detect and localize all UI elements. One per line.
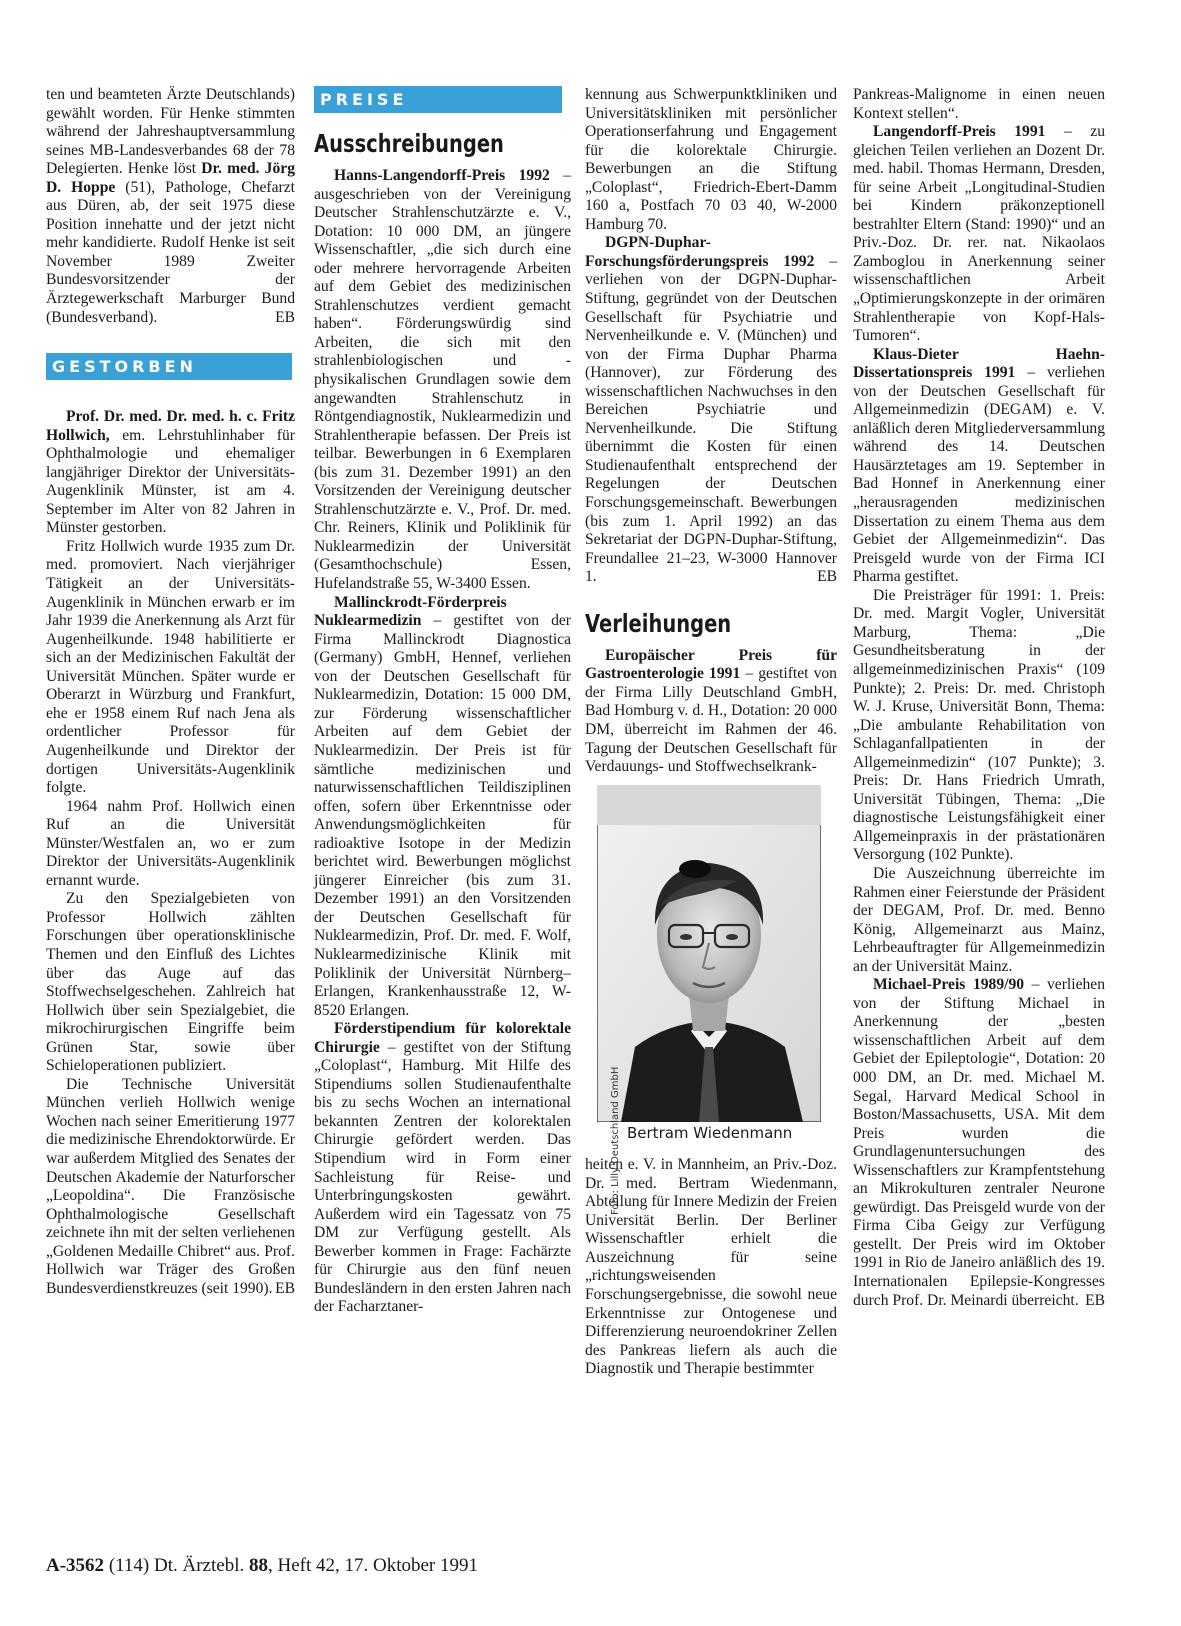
prize-entry: Langendorff-Preis 1991 – zu gleichen Teilen verliehen an Dozent Dr. med. habil. Thomas Hermann, Dresden, für seine Arbeit „Longitudinal-Studien bei Kindern präkonzeptionell bestrahlter Eltern (Stand: 1990)“ und an Priv.-Doz. Dr. rer. nat. Nikaolaos Zamboglou in Anerkennung seiner wissenschaftlichen Arbeit „Optimierungskonzepte in der orimären Strahlentherapie von Kopf-Hals-Tumoren“. bbox=[853, 123, 1105, 345]
obituary-paragraph: Fritz Hollwich wurde 1935 zum Dr. med. promoviert. Nach vierjähriger Tätigkeit an der Universitäts-Augenklinik in München erwarb er im Jahr 1939 die Anerkennung als Arzt für Augenheilkunde. 1948 habilitierte er sich an der Medizinischen Fakultät der Universität München. Später wurde er Oberarzt in Würzburg und Frankfurt, ehe er 1958 einem Ruf nach Jena als ordentlicher Professor für Augenheilkunde und Direktor der dortigen Universitäts-Augenklinik folgte. bbox=[46, 537, 295, 797]
prize-entry: Mallinckrodt-Förderpreis Nuklearmedizin – gestiftet von der Firma Mallinckrodt Diagnostica (Germany) GmbH, Hennef, verliehen von der Deutschen Gesellschaft für Nuklearmedizin, Dotation: 15 000 DM, zur Förderung wissenschaftlicher Arbeiten auf dem Gebiet der Nuklearmedizin. Der Preis ist für sämtliche medizinischen und naturwissenschaftlichen Teildisziplinen offen, sofern über Erkenntnisse oder Anwendungsmöglichkeiten für radioaktive Isotope in der Medizin berichtet wird. Bewerbungen möglichst jüngerer Einreicher (bis zum 31. Dezember 1991) an den Vorsitzenden der Deutschen Gesellschaft für Nuklearmedizin, Prof. Dr. med. F. Wolf, Nuklearmedizinische Klinik mit Poliklinik der Universität Nürnberg–Erlangen, Krankenhausstraße 12, W-8520 Erlangen. bbox=[314, 593, 571, 1019]
page-number: A-3562 bbox=[46, 1555, 105, 1576]
author-sign: EB bbox=[275, 1279, 295, 1297]
obituary-paragraph: 1964 nahm Prof. Hollwich einen Ruf an die Universität Münster/Westfalen an, wo er zum Direktor der Universitäts-Augenklinik ernannt wurde. bbox=[46, 797, 295, 889]
prize-entry-continuation: kennung aus Schwerpunktkliniken und Universitätskliniken mit persönlicher Operationserfahrung und Engagement für die kolorektale Chirurgie. Bewerbungen an die Stiftung „Coloplast“, Friedrich-Ebert-Damm 160 a, Postfach 70 03 40, W-2000 Hamburg 70. bbox=[585, 86, 837, 233]
section-band-preise: PREISE bbox=[314, 86, 562, 113]
prize-entry-continuation: heiten e. V. in Mannheim, an Priv.-Doz. Dr. med. Bertram Wiedenmann, Abteilung für Innere Medizin der Freien Universität Berlin. Der Berliner Wissenschaftler erhielt die Auszeichnung für seine „richtungsweisenden Forschungsergebnisse, die sowohl neue Erkenntnisse zur Ontogenese und Differenzierung neuroendokriner Zellen des Pankreas liefern als auch die Diagnostik und Therapie bestimmter bbox=[585, 1156, 837, 1378]
prize-title: Förderstipendium für kolorektale Chirurgie bbox=[314, 1020, 571, 1056]
prize-entry: DGPN-Duphar-Forschungsförderungspreis 1992 – verliehen von der DGPN-Duphar-Stiftung, gegründet von der Deutschen Gesellschaft für Psychiatrie und Nervenheilkunde e. V. (München) und von der Firma Duphar Pharma (Hannover), zur Förderung des wissenschaftlichen Nachwuchses in den Bereichen Psychiatrie und Nervenheilkunde. Die Stiftung übernimmt die Kosten für einen Studienaufenthalt entsprechend der Regelungen der Deutschen Forschungsgemeinschaft. Bewerbungen (bis zum 1. April 1992) an das Sekretariat der DGPN-Duphar-Stiftung, Freundallee 21–23, W-3000 Hannover 1. EB bbox=[585, 234, 837, 586]
section-band-gestorben: GESTORBEN bbox=[46, 353, 292, 380]
prize-title: Europäischer Preis für Gastroenterologie 1991 bbox=[585, 646, 837, 683]
author-sign: EB bbox=[275, 308, 295, 326]
prize-title: Michael-Preis 1989/90 bbox=[873, 976, 1025, 994]
heading-ausschreibungen: Ausschreibungen bbox=[314, 129, 504, 158]
issue-info: (114) Dt. Ärztebl. bbox=[104, 1555, 249, 1576]
volume-number: 88 bbox=[248, 1555, 268, 1576]
prize-entry: Klaus-Dieter Haehn-Dissertationspreis 1991 – verliehen von der Deutschen Gesellschaft für Allgemeinmedizin (DEGAM) e. V. anläßlich deren Mitgliederversammlung während des 14. Deutschen Hausärztetages am 19. September in Bad Honnef in Anerkennung einer „herausragenden medizinischen Dissertation zu einem Thema aus dem Gebiet der Allgemeinmedizin“. Das Preisgeld wurde von der Firma ICI Pharma gestiftet. bbox=[853, 345, 1105, 586]
prize-title: Mallinckrodt-Förderpreis Nuklearmedizin bbox=[314, 593, 507, 630]
obituary-name: Prof. Dr. med. Dr. med. h. c. Fritz Hollwich, bbox=[46, 408, 295, 444]
prize-entry-continuation: Pankreas-Malignome in einen neuen Kontext stellen“. bbox=[853, 86, 1105, 122]
obituary-paragraph: Zu den Spezialgebieten von Professor Hollwich zählten Forschungen über operationsklinische Themen und den Einfluß des Lichtes über das Auge auf das Stoffwechselgeschehen. Zahlreich hat Hollwich über sein Spezialgebiet, die mikrochirurgischen Eingriffe beim Grünen Star, sowie über Schieloperationen publiziert. bbox=[46, 890, 295, 1075]
prize-title: Langendorff-Preis 1991 bbox=[873, 123, 1046, 141]
author-sign: EB bbox=[817, 568, 837, 586]
prize-entry: Förderstipendium für kolorektale Chirurgie – gestiftet von der Stiftung „Coloplast“, Hamburg. Mit Hilfe des Stipendiums sollen Studienaufenthalte bis zu sechs Wochen an international bekannten Zentren der kolorektalen Chirurgie gefördert werden. Das Stipendium wird in Form einer Sachleistung für Reise- und Unterbringungskosten gewährt. Außerdem wird ein Tagessatz von 75 DM zur Verfügung gestellt. Als Bewerber kommen in Frage: Fachärzte für Chirurgie aus den fünf neuen Bundesländern in den ersten Jahren nach der Facharztaner- bbox=[314, 1020, 571, 1316]
column-3 bbox=[585, 86, 837, 1379]
photo-caption: Bertram Wiedenmann bbox=[627, 1123, 793, 1142]
prize-entry: Michael-Preis 1989/90 – verliehen von der Stiftung Michael in Anerkennung der „besten wissenschaftlichen Arbeit auf dem Gebiet der Epileptologie“, Dotation: 20 000 DM, an Dr. med. Michael M. Segal, Harvard Medical School in Boston/Massachusetts, USA. Mit dem Preis wurden die Grundlagenuntersuchungen des Wissenschaftlers zur Krampfentstehung an Mikrokulturen zentraler Neurone gewürdigt. Das Preisgeld wurde von der Firma Ciba Geigy zur Verfügung gestellt. Der Preis wird im Oktober 1991 in Rio de Janeiro anläßlich des 19. Internationalen Epilepsie-Kongresses durch Prof. Dr. Meinardi überreicht. EB bbox=[853, 976, 1106, 1309]
page-footer bbox=[46, 1555, 478, 1577]
column-2 bbox=[314, 86, 571, 1317]
article-continuation: ten und beamteten Ärzte Deutschlands) gewählt worden. Für Henke stimmten während der Jahreshauptversammlung seines MB-Landesverbandes 68 der 78 Delegierten. Henke löst Dr. med. Jörg D. Hoppe (51), Pathologe, Chefarzt aus Düren, ab, der seit 1975 diese Position innehatte und der jetzt nicht mehr kandidierte. Rudolf Henke ist seit November 1989 Zweiter Bundesvorsitzender der Ärztegewerkschaft Marburger Bund (Bundesverband). EB bbox=[46, 86, 295, 326]
issue-date: , Heft 42, 17. Oktober 1991 bbox=[267, 1555, 479, 1576]
portrait-image bbox=[597, 785, 821, 1122]
obituary-paragraph: Die Technische Universität München verlieh Hollwich wenige Wochen nach seiner Emeritierung 1977 die medizinische Ehrendoktorwürde. Er war außerdem Mitglied des Senates der Deutschen Akademie der Naturforscher „Leopoldina“. Die Französische Ophthalmologische Gesellschaft zeichnete ihn mit der selten verliehenen „Goldenen Medaille Chibret“ aus. Prof. Hollwich war Träger des Großen Bundesverdienstkreuzes (seit 1990). EB bbox=[46, 1075, 295, 1297]
prize-title: Klaus-Dieter Haehn-Dissertationspreis 1991 bbox=[853, 345, 1105, 382]
prize-entry: Europäischer Preis für Gastroenterologie 1991 – gestiftet von der Firma Lilly Deutschland GmbH, Bad Homburg v. d. H., Dotation: 20 000 DM, überreicht im Rahmen der 46. Tagung der Deutschen Gesellschaft für Verdauungs- und Stoffwechselkrank- bbox=[585, 646, 837, 776]
prize-paragraph: Die Auszeichnung überreichte im Rahmen einer Feierstunde der Präsident der DEGAM, Prof. Dr. med. Benno König, Allgemeinarzt aus Mainz, Lehrbeauftragter für Allgemeinmedizin an der Universität Mainz. bbox=[853, 864, 1105, 975]
prize-paragraph: Die Preisträger für 1991: 1. Preis: Dr. med. Margit Vogler, Universität Marburg, Thema: „Die Gesundheitsberatung in der allgemeinmedizinischen Praxis“ (109 Punkte); 2. Preis: Dr. med. Christoph W. J. Kruse, Universität Bonn, Thema: „Die ambulante Rehabilitation von Schlaganfallpatienten in der Allgemeinmedizin“ (107 Punkte); 3. Preis: Dr. Hans Friedrich Umrath, Universität Tübingen, Thema: „Die diagnostische Leistungsfähigkeit einer Allgemeinpraxis in der prästationären Versorgung (102 Punkte). bbox=[853, 586, 1105, 864]
prize-title: Hanns-Langendorff-Preis 1992 bbox=[334, 167, 550, 184]
photo-credit: Foto: Lilly Deutschland GmbH bbox=[610, 1066, 621, 1215]
obituary-paragraph: Prof. Dr. med. Dr. med. h. c. Fritz Hollwich, em. Lehrstuhlinhaber für Ophthalmologie und ehemaliger langjähriger Direktor der Universitäts-Augenklinik Münster, ist am 4. September im Alter von 82 Jahren in Münster gestorben. bbox=[46, 408, 295, 537]
column-4 bbox=[853, 86, 1105, 1310]
prize-title: DGPN-Duphar-Forschungsförderungspreis 1992 bbox=[585, 234, 815, 270]
prize-entry: Hanns-Langendorff-Preis 1992 – ausgeschrieben von der Vereinigung Deutscher Strahlenschutzärzte e. V., Dotation: 10 000 DM, an jüngere Wissenschaftler, „die sich durch eine oder mehrere hervorragende Arbeiten auf dem Gebiet des medizinischen Strahlenschutzes verdient gemacht haben“. Förderungswürdig sind Arbeiten, die sich mit den strahlenbiologischen und -physikalischen Grundlagen sowie dem angewandten Strahlenschutz in Röntgendiagnostik, Nuklearmedizin und Strahlentherapie befassen. Der Preis ist teilbar. Bewerbungen in 6 Exemplaren (bis zum 31. Dezember 1991) an den Vorsitzenden der Vereinigung deutscher Strahlenschutzärzte e. V., Prof. Dr. med. Chr. Reiners, Klinik und Poliklinik für Nuklearmedizin der Universität (Gesamthochschule) Essen, Hufelandstraße 55, W-3400 Essen. bbox=[314, 167, 571, 593]
heading-verleihungen: Verleihungen bbox=[585, 608, 732, 638]
person-name: Dr. med. Jörg D. Hoppe bbox=[46, 160, 295, 196]
author-sign: EB bbox=[1085, 1291, 1105, 1309]
column-1 bbox=[46, 86, 295, 1298]
